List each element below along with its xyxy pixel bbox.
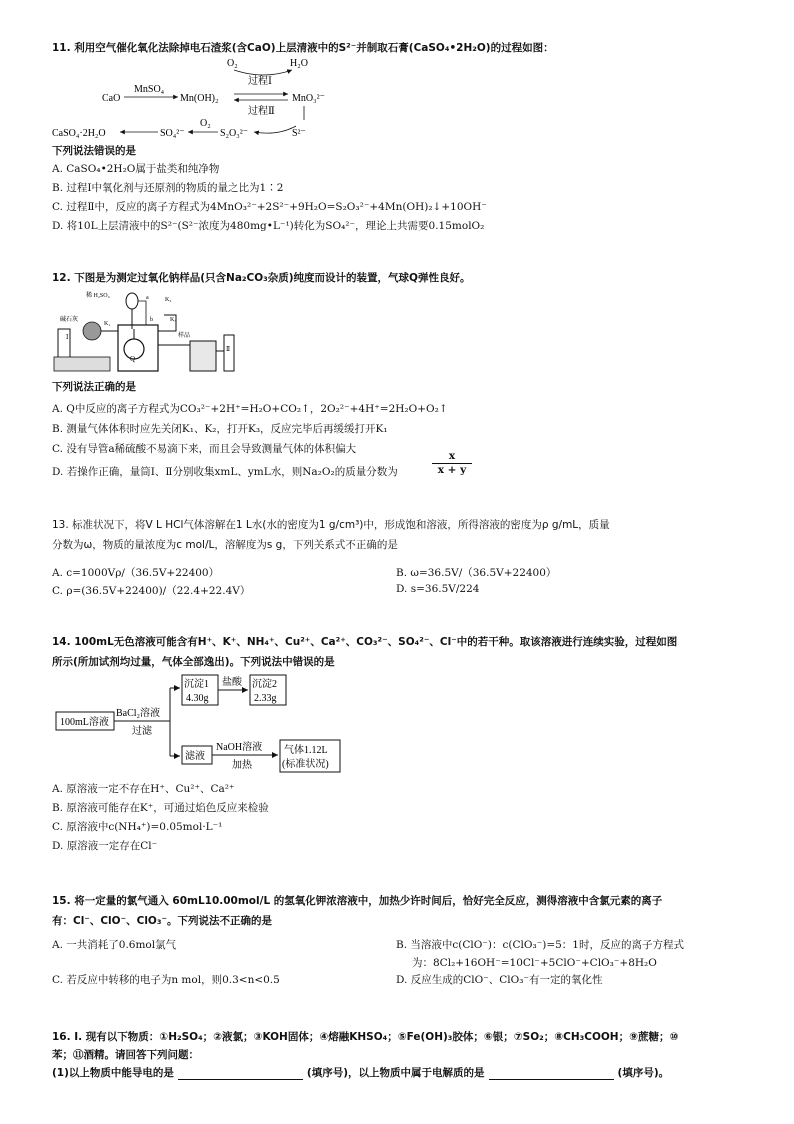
cao: CaO bbox=[102, 93, 121, 104]
q15-option-b: B. 当溶液中c(ClO⁻)：c(ClO₃⁻)=5：1时，反应的离子方程式 bbox=[396, 939, 684, 951]
label-b: b bbox=[150, 317, 153, 323]
q16-stem-line1: 16. Ⅰ. 现有以下物质：①H₂SO₄；②液氯；③KOH固体；④熔融KHSO₄；⑤Fe(OH)₃胶体；⑥银；⑦SO₂；⑧CH₃COOH；⑨蔗糖；⑩ bbox=[52, 1031, 679, 1043]
q12-apparatus bbox=[52, 285, 242, 375]
flow-ppt2-a: 沉淀2 bbox=[252, 679, 277, 690]
q11-stem: 11. 利用空气催化氧化法除掉电石渣浆(含CaO)上层清液中的S²⁻并制取石膏(CaSO₄•2H₂O)的过程如图： bbox=[52, 42, 554, 54]
fraction-numerator: x bbox=[432, 450, 472, 464]
label-lime: 碱石灰 bbox=[60, 317, 79, 323]
q15-stem-line2: 有：Cl⁻、ClO⁻、ClO₃⁻。下列说法不正确的是 bbox=[52, 915, 272, 927]
q11-prompt: 下列说法错误的是 bbox=[52, 145, 136, 157]
process2-label: 过程Ⅱ bbox=[248, 106, 275, 117]
gypsum: CaSO₄·2H₂O bbox=[52, 128, 106, 139]
q16-sub1-part-a: (1)以上物质中能导电的是 bbox=[52, 1067, 174, 1079]
q13-option-b: B. ω=36.5V/（36.5V+22400） bbox=[396, 567, 557, 579]
flow-filter: 过滤 bbox=[132, 726, 152, 737]
q13-option-c: C. ρ=(36.5V+22400)/（22.4+22.4V） bbox=[52, 585, 251, 597]
label-I: Ⅰ bbox=[66, 335, 69, 341]
q12-option-b: B. 测量气体体积时应先关闭K₁、K₂，打开K₃，反应完毕后再缓缓打开K₁ bbox=[52, 423, 388, 435]
q12-fraction bbox=[432, 450, 472, 476]
q16-blank-conductive[interactable] bbox=[178, 1069, 303, 1080]
q12-prompt: 下列说法正确的是 bbox=[52, 381, 136, 393]
flow-heat: 加热 bbox=[232, 760, 252, 771]
q15-option-a: A. 一共消耗了0.6mol氯气 bbox=[52, 939, 177, 951]
q16-sub1-part-c: (填序号)。 bbox=[617, 1067, 670, 1079]
q13-stem-line2: 分数为ω，物质的量浓度为c mol/L，溶解度为s g，下列关系式不正确的是 bbox=[52, 539, 398, 551]
so4: SO₄²⁻ bbox=[160, 128, 185, 139]
q16-sub1 bbox=[52, 1065, 669, 1080]
h2o-top: H₂O bbox=[290, 58, 308, 69]
q11-option-d: D. 将10L上层清液中的S²⁻(S²⁻浓度为480mg•L⁻¹)转化为SO₄²⁻，理论上共需要0.15molO₂ bbox=[52, 220, 485, 232]
flow-start: 100mL溶液 bbox=[60, 717, 109, 728]
flow-ppt1-a: 沉淀1 bbox=[184, 679, 209, 690]
q14-flowchart bbox=[52, 674, 382, 778]
label-k3: K₃ bbox=[170, 317, 177, 323]
q12-option-c: C. 没有导管a稀硫酸不易滴下来，而且会导致测量气体的体积偏大 bbox=[52, 443, 357, 455]
label-II: Ⅱ bbox=[226, 347, 231, 353]
s2-ion: S²⁻ bbox=[292, 128, 306, 139]
q15-option-b-cont: 为：8Cl₂+16OH⁻=10Cl⁻+5ClO⁻+ClO₃⁻+8H₂O bbox=[412, 957, 657, 969]
q11-option-a: A. CaSO₄•2H₂O属于盐类和纯净物 bbox=[52, 163, 220, 175]
q13-option-a: A. c=1000Vρ/（36.5V+22400） bbox=[52, 567, 220, 579]
flow-ppt2-b: 2.33g bbox=[254, 693, 277, 704]
flow-ppt1-b: 4.30g bbox=[186, 693, 209, 704]
mnoh2: Mn(OH)₂ bbox=[180, 93, 219, 104]
q12-option-a: A. Q中反应的离子方程式为CO₃²⁻+2H⁺=H₂O+CO₂↑，2O₂²⁻+4H⁺=2H₂O+O₂↑ bbox=[52, 403, 448, 415]
q14-stem-line2: 所示(所加试剂均过量，气体全部逸出)。下列说法中错误的是 bbox=[52, 656, 335, 668]
mnso4: MnSO₄ bbox=[134, 84, 165, 95]
label-sample: 样品 bbox=[178, 333, 191, 339]
flow-gas-b: (标准状况) bbox=[282, 759, 329, 770]
label-k2: K₂ bbox=[165, 297, 172, 303]
q13-option-d: D. s=36.5V/224 bbox=[396, 583, 480, 595]
label-k1: K₁ bbox=[104, 321, 111, 327]
flow-filtrate: 滤液 bbox=[185, 751, 205, 762]
label-q: Q bbox=[130, 355, 136, 363]
q11-option-b: B. 过程Ⅰ中氧化剂与还原剂的物质的量之比为1∶2 bbox=[52, 182, 284, 194]
q11-option-c: C. 过程Ⅱ中，反应的离子方程式为4MnO₃²⁻+2S²⁻+9H₂O=S₂O₃²⁻+4Mn(OH)₂↓+10OH⁻ bbox=[52, 201, 487, 213]
q14-option-c: C. 原溶液中c(NH₄⁺)=0.05mol·L⁻¹ bbox=[52, 821, 223, 833]
o2-top: O₂ bbox=[227, 58, 238, 69]
q14-stem-line1: 14. 100mL无色溶液可能含有H⁺、K⁺、NH₄⁺、Cu²⁺、Ca²⁺、CO₃²⁻、SO₄²⁻、Cl⁻中的若干种。取该溶液进行连续实验，过程如图 bbox=[52, 636, 678, 648]
s2o3: S₂O₃²⁻ bbox=[220, 128, 249, 139]
q12-option-d: D. 若操作正确，量筒Ⅰ、Ⅱ分别收集xmL、ymL水，则Na₂O₂的质量分数为 bbox=[52, 466, 398, 478]
q14-option-a: A. 原溶液一定不存在H⁺、Cu²⁺、Ca²⁺ bbox=[52, 783, 235, 795]
process1-label: 过程Ⅰ bbox=[248, 76, 272, 87]
q13-stem-line1: 13. 标准状况下，将V L HCl气体溶解在1 L水(水的密度为1 g/cm³)中，形成饱和溶液，所得溶液的密度为ρ g/mL，质量 bbox=[52, 519, 610, 531]
q16-sub1-part-b: (填序号)，以上物质中属于电解质的是 bbox=[306, 1067, 485, 1079]
fraction-denominator: x + y bbox=[437, 464, 467, 476]
flow-bacl2: BaCl₂溶液 bbox=[116, 708, 161, 719]
flow-naoh: NaOH溶液 bbox=[216, 742, 263, 753]
q16-blank-electrolyte[interactable] bbox=[489, 1069, 614, 1080]
q15-option-d: D. 反应生成的ClO⁻、ClO₃⁻有一定的氧化性 bbox=[396, 974, 603, 986]
flow-gas-a: 气体1.12L bbox=[284, 745, 328, 756]
o2-mid: O₂ bbox=[200, 118, 211, 129]
q16-stem-line2: 苯；⑪酒精。请回答下列问题： bbox=[52, 1049, 199, 1061]
label-acid: 稀 H₂SO₄ bbox=[86, 293, 110, 299]
q15-option-c: C. 若反应中转移的电子为n mol，则0.3<n<0.5 bbox=[52, 974, 280, 986]
q14-option-d: D. 原溶液一定存在Cl⁻ bbox=[52, 840, 158, 852]
q15-stem-line1: 15. 将一定量的氯气通入 60mL10.00mol/L 的氢氧化钾浓溶液中，加热少许时间后，恰好完全反应，测得溶液中含氯元素的离子 bbox=[52, 895, 663, 907]
q12-stem: 12. 下图是为测定过氧化钠样品(只含Na₂CO₃杂质)纯度而设计的装置，气球Q弹性良好。 bbox=[52, 272, 471, 284]
flow-hcl: 盐酸 bbox=[222, 677, 242, 688]
mno3: MnO₃²⁻ bbox=[292, 93, 325, 104]
q14-option-b: B. 原溶液可能存在K⁺，可通过焰色反应来检验 bbox=[52, 802, 269, 814]
q11-diagram bbox=[52, 54, 372, 142]
label-a: a bbox=[146, 295, 149, 301]
